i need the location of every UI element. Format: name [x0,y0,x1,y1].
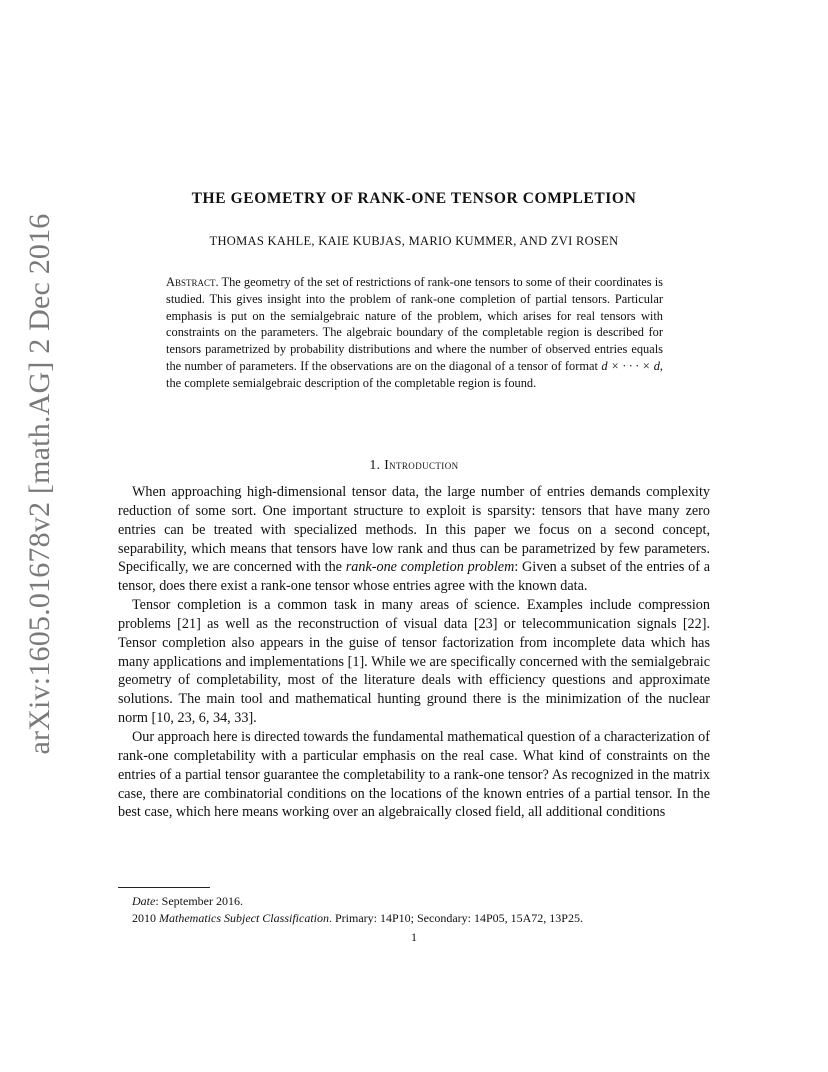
footnote-msc [118,910,710,927]
page-number: 1 [411,930,417,944]
footnote-date-value: : September 2016. [155,894,243,908]
paragraph-1-start: When approaching high-dimensional tensor data, the large number of entries demands complexity reduction of some sort. One important structure to exploit is sparsity: tensors that have many zero entries can be treated with specialized methods. In this paper we focus on a second concept, separability, which means that tensors have low rank and thus can be parametrized by few parameters. Specifically, we are concerned with the [118,484,710,576]
paragraph-3: Our approach here is directed towards the fundamental mathematical question of a characterization of rank-one completability with a particular emphasis on the real case. What kind of constraints on the entries of a partial tensor guarantee the completability to a rank-one tensor? As recognized in the matrix case, there are combinatorial conditions on the locations of the known entries of a partial tensor. In the best case, which here means working over an algebraically closed field, all additional conditions [118,728,710,821]
footnote-rule [118,887,210,888]
body-text [118,483,710,822]
section-number: 1. [369,457,381,472]
section-heading-introduction [118,457,710,473]
paragraph-1 [118,483,710,596]
footnote-msc-prefix: 2010 [132,911,159,925]
paragraph-1-end: : Given a subset of the entries of a tensor, does there exist a rank-one tensor whose entries agree with the known data. [118,559,711,595]
abstract [166,274,663,392]
abstract-text: The geometry of the set of restrictions of rank-one tensors to some of their coordinates is studied. This gives insight into the problem of rank-one completion of partial tensors. Particular emphasis is put on the semialgebraic nature of the problem, which arises for real tensors with constraints on the parameters. The algebraic boundary of the completable region is described for tensors parametrized by probability distributions and where the number of observed entries equals the number of parameters. If the observations are on the diagonal of a tensor of format [166,275,664,373]
footnotes [118,893,710,927]
footnote-date-label: Date [132,894,156,908]
rank-one-completion-term: rank-one completion problem [345,559,515,576]
abstract-text-end: , the complete semialgebraic description of the completable region is found. [166,358,664,390]
arxiv-identifier-stamp: arXiv:1605.01678v2 [math.AG] 2 Dec 2016 [23,213,56,755]
footnote-msc-label: Mathematics Subject Classification [159,911,329,925]
footnote-msc-value: . Primary: 14P10; Secondary: 14P05, 15A72, 13P25. [328,911,583,925]
paper-title: THE GEOMETRY OF RANK-ONE TENSOR COMPLETION [191,190,637,207]
author-list: THOMAS KAHLE, KAIE KUBJAS, MARIO KUMMER, AND ZVI ROSEN [209,234,619,248]
section-title: Introduction [384,457,459,472]
abstract-label: Abstract. [166,275,219,289]
footnote-date [118,893,710,910]
abstract-format-math: d × · · · × d [601,358,660,373]
paragraph-2: Tensor completion is a common task in many areas of science. Examples include compression problems [21] as well as the reconstruction of visual data [23] or telecommunication signals [22]. Tensor completion also appears in the guise of tensor factorization from incomplete data which has many applications and implementations [1]. While we are specifically concerned with the semialgebraic geometry of completability, most of the literature deals with efficiency questions and approximate solutions. The main tool and mathematical hunting ground there is the minimization of the nuclear norm [10, 23, 6, 34, 33]. [118,597,710,727]
